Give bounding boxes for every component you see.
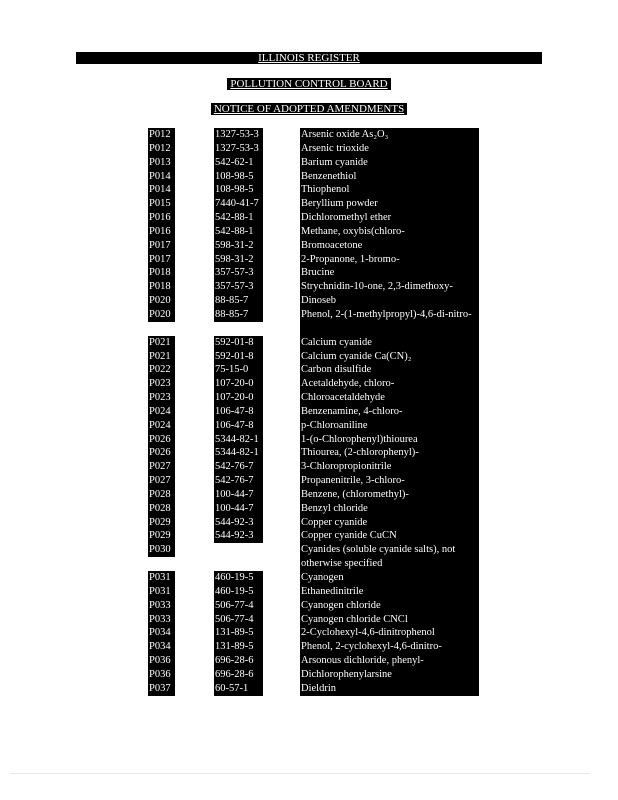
waste-code-cell: P022 xyxy=(148,363,175,377)
waste-code-cell: P029 xyxy=(148,516,175,530)
waste-code-cell: P021 xyxy=(148,350,175,364)
cas-number-cell: 5344-82-1 xyxy=(214,446,263,460)
cas-number-cell: 542-88-1 xyxy=(214,225,263,239)
cas-number-cell: 107-20-0 xyxy=(214,391,263,405)
cas-number-cell: 542-88-1 xyxy=(214,211,263,225)
waste-code-cell: P033 xyxy=(148,599,175,613)
waste-code-cell: P024 xyxy=(148,405,175,419)
cas-number-cell: 544-92-3 xyxy=(214,516,263,530)
cas-number-cell: 592-01-8 xyxy=(214,336,263,350)
cas-number-cell: 100-44-7 xyxy=(214,502,263,516)
table-row xyxy=(148,197,478,211)
substance-name-cell: Benzyl chloride xyxy=(300,502,479,516)
table-row xyxy=(148,308,478,336)
substance-name-cell: Dieldrin xyxy=(300,682,479,696)
substance-name-cell: Arsenic oxide As₂O₃ xyxy=(300,128,479,142)
cas-number-cell: 60-57-1 xyxy=(214,682,263,696)
table-row xyxy=(148,377,478,391)
substance-name-cell: p-Chloroaniline xyxy=(300,419,479,433)
cas-number-cell: 88-85-7 xyxy=(214,294,263,308)
substance-name-cell: Carbon disulfide xyxy=(300,363,479,377)
substance-name-cell: Bromoacetone xyxy=(300,239,479,253)
substance-name-cell: Cyanogen chloride xyxy=(300,599,479,613)
waste-code-cell: P030 xyxy=(148,543,175,557)
substance-name-cell: 1-(o-Chlorophenyl)thiourea xyxy=(300,433,479,447)
cas-number-cell: 75-15-0 xyxy=(214,363,263,377)
substance-name-cell: Thiophenol xyxy=(300,183,479,197)
waste-code-cell: P021 xyxy=(148,336,175,350)
table-row xyxy=(148,211,478,225)
substance-name-cell: Barium cyanide xyxy=(300,156,479,170)
cas-number-cell: 598-31-2 xyxy=(214,239,263,253)
substance-name-cell: Dinoseb xyxy=(300,294,479,308)
table-row xyxy=(148,266,478,280)
table-row xyxy=(148,543,478,571)
waste-code-cell: P017 xyxy=(148,239,175,253)
waste-code-cell: P024 xyxy=(148,419,175,433)
cas-number-cell: 598-31-2 xyxy=(214,253,263,267)
table-row xyxy=(148,183,478,197)
waste-code-cell: P031 xyxy=(148,571,175,585)
waste-code-cell: P028 xyxy=(148,502,175,516)
table-row xyxy=(148,654,478,668)
cas-number-cell: 542-62-1 xyxy=(214,156,263,170)
cas-number-cell: 506-77-4 xyxy=(214,613,263,627)
waste-code-cell: P014 xyxy=(148,170,175,184)
cas-number-cell: 357-57-3 xyxy=(214,266,263,280)
waste-code-cell: P023 xyxy=(148,377,175,391)
waste-code-cell: P012 xyxy=(148,128,175,142)
waste-code-cell: P017 xyxy=(148,253,175,267)
cas-number-cell: 592-01-8 xyxy=(214,350,263,364)
board-title-text: POLLUTION CONTROL BOARD xyxy=(227,78,390,90)
table-row xyxy=(148,280,478,294)
cas-number-cell: 460-19-5 xyxy=(214,585,263,599)
table-row xyxy=(148,668,478,682)
cas-number-cell: 696-28-6 xyxy=(214,654,263,668)
table-row xyxy=(148,294,478,308)
substance-name-cell: Copper cyanide CuCN xyxy=(300,529,479,543)
table-row xyxy=(148,585,478,599)
waste-code-cell: P013 xyxy=(148,156,175,170)
substance-name-cell: Copper cyanide xyxy=(300,516,479,530)
cas-number-cell: 544-92-3 xyxy=(214,529,263,543)
waste-code-cell: P031 xyxy=(148,585,175,599)
cas-number-cell: 131-89-5 xyxy=(214,640,263,654)
table-row xyxy=(148,239,478,253)
table-row xyxy=(148,336,478,350)
waste-code-cell: P014 xyxy=(148,183,175,197)
cas-number-cell: 5344-82-1 xyxy=(214,433,263,447)
table-row xyxy=(148,405,478,419)
hazardous-waste-table xyxy=(148,128,478,696)
notice-title-text: NOTICE OF ADOPTED AMENDMENTS xyxy=(211,103,407,115)
substance-name-cell: Phenol, 2-(1-methylpropyl)-4,6-di-nitro- xyxy=(300,308,479,336)
table-row xyxy=(148,142,478,156)
waste-code-cell: P018 xyxy=(148,280,175,294)
waste-code-cell: P026 xyxy=(148,446,175,460)
cas-number-cell: 106-47-8 xyxy=(214,419,263,433)
substance-name-cell: 3-Chloropropionitrile xyxy=(300,460,479,474)
table-row xyxy=(148,225,478,239)
substance-name-cell: Cyanogen xyxy=(300,571,479,585)
cas-number-cell: 506-77-4 xyxy=(214,599,263,613)
waste-code-cell: P037 xyxy=(148,682,175,696)
waste-code-cell: P027 xyxy=(148,474,175,488)
substance-name-cell: Dichlorophenylarsine xyxy=(300,668,479,682)
substance-name-cell: Cyanogen chloride CNCl xyxy=(300,613,479,627)
table-row xyxy=(148,474,478,488)
substance-name-cell: Benzene, (chloromethyl)- xyxy=(300,488,479,502)
substance-name-cell: Chloroacetaldehyde xyxy=(300,391,479,405)
table-row xyxy=(148,156,478,170)
substance-name-cell: Arsonous dichloride, phenyl- xyxy=(300,654,479,668)
waste-code-cell: P018 xyxy=(148,266,175,280)
table-row xyxy=(148,391,478,405)
table-row xyxy=(148,488,478,502)
table-row xyxy=(148,640,478,654)
table-row xyxy=(148,419,478,433)
cas-number-cell: 357-57-3 xyxy=(214,280,263,294)
substance-name-cell: 2-Propanone, 1-bromo- xyxy=(300,253,479,267)
waste-code-cell: P028 xyxy=(148,488,175,502)
table-row xyxy=(148,253,478,267)
cas-number-cell: 7440-41-7 xyxy=(214,197,263,211)
waste-code-cell: P029 xyxy=(148,529,175,543)
table-row xyxy=(148,613,478,627)
waste-code-cell: P016 xyxy=(148,211,175,225)
register-title xyxy=(0,48,618,66)
substance-name-cell: Benzenethiol xyxy=(300,170,479,184)
table-row xyxy=(148,626,478,640)
waste-code-cell: P036 xyxy=(148,654,175,668)
cas-number-cell: 108-98-5 xyxy=(214,170,263,184)
waste-code-cell: P027 xyxy=(148,460,175,474)
substance-name-cell: Calcium cyanide Ca(CN)₂ xyxy=(300,350,479,364)
waste-code-cell: P015 xyxy=(148,197,175,211)
substance-name-cell: 2-Cyclohexyl-4,6-dinitrophenol xyxy=(300,626,479,640)
substance-name-cell: Ethanedinitrile xyxy=(300,585,479,599)
table-row xyxy=(148,529,478,543)
cas-number-cell: 460-19-5 xyxy=(214,571,263,585)
table-row xyxy=(148,682,478,696)
substance-name-cell: Arsenic trioxide xyxy=(300,142,479,156)
waste-code-cell: P026 xyxy=(148,433,175,447)
substance-name-cell: Methane, oxybis(chloro- xyxy=(300,225,479,239)
waste-code-cell: P012 xyxy=(148,142,175,156)
substance-name-cell: Strychnidin-10-one, 2,3-dimethoxy- xyxy=(300,280,479,294)
substance-name-cell: Calcium cyanide xyxy=(300,336,479,350)
board-title xyxy=(0,74,618,92)
cas-number-cell: 100-44-7 xyxy=(214,488,263,502)
cas-number-cell: 107-20-0 xyxy=(214,377,263,391)
waste-code-cell: P034 xyxy=(148,626,175,640)
table-row xyxy=(148,599,478,613)
cas-number-cell: 696-28-6 xyxy=(214,668,263,682)
table-row xyxy=(148,433,478,447)
cas-number-cell: 542-76-7 xyxy=(214,474,263,488)
substance-name-cell: Acetaldehyde, chloro- xyxy=(300,377,479,391)
substance-name-cell: Benzenamine, 4-chloro- xyxy=(300,405,479,419)
table-row xyxy=(148,460,478,474)
substance-name-cell: Dichloromethyl ether xyxy=(300,211,479,225)
substance-name-cell: Cyanides (soluble cyanide salts), not otherwise specified xyxy=(300,543,479,571)
register-title-text: ILLINOIS REGISTER xyxy=(76,52,542,64)
waste-code-cell: P020 xyxy=(148,294,175,308)
substance-name-cell: Brucine xyxy=(300,266,479,280)
waste-code-cell: P023 xyxy=(148,391,175,405)
table-row xyxy=(148,516,478,530)
cas-number-cell: 542-76-7 xyxy=(214,460,263,474)
waste-code-cell: P034 xyxy=(148,640,175,654)
cas-number-cell: 131-89-5 xyxy=(214,626,263,640)
cas-number-cell: 1327-53-3 xyxy=(214,142,263,156)
table-row xyxy=(148,363,478,377)
notice-title xyxy=(0,99,618,117)
cas-number-cell: 88-85-7 xyxy=(214,308,263,322)
table-row xyxy=(148,502,478,516)
table-row xyxy=(148,128,478,142)
waste-code-cell: P036 xyxy=(148,668,175,682)
page-bottom-rule xyxy=(10,773,590,774)
table-row xyxy=(148,350,478,364)
table-row xyxy=(148,446,478,460)
substance-name-cell: Beryllium powder xyxy=(300,197,479,211)
substance-name-cell: Thiourea, (2-chlorophenyl)- xyxy=(300,446,479,460)
cas-number-cell: 106-47-8 xyxy=(214,405,263,419)
substance-name-cell: Phenol, 2-cyclohexyl-4,6-dinitro- xyxy=(300,640,479,654)
waste-code-cell: P020 xyxy=(148,308,175,322)
table-row xyxy=(148,571,478,585)
table-row xyxy=(148,170,478,184)
waste-code-cell: P033 xyxy=(148,613,175,627)
cas-number-cell: 108-98-5 xyxy=(214,183,263,197)
waste-code-cell: P016 xyxy=(148,225,175,239)
substance-name-cell: Propanenitrile, 3-chloro- xyxy=(300,474,479,488)
cas-number-cell: 1327-53-3 xyxy=(214,128,263,142)
